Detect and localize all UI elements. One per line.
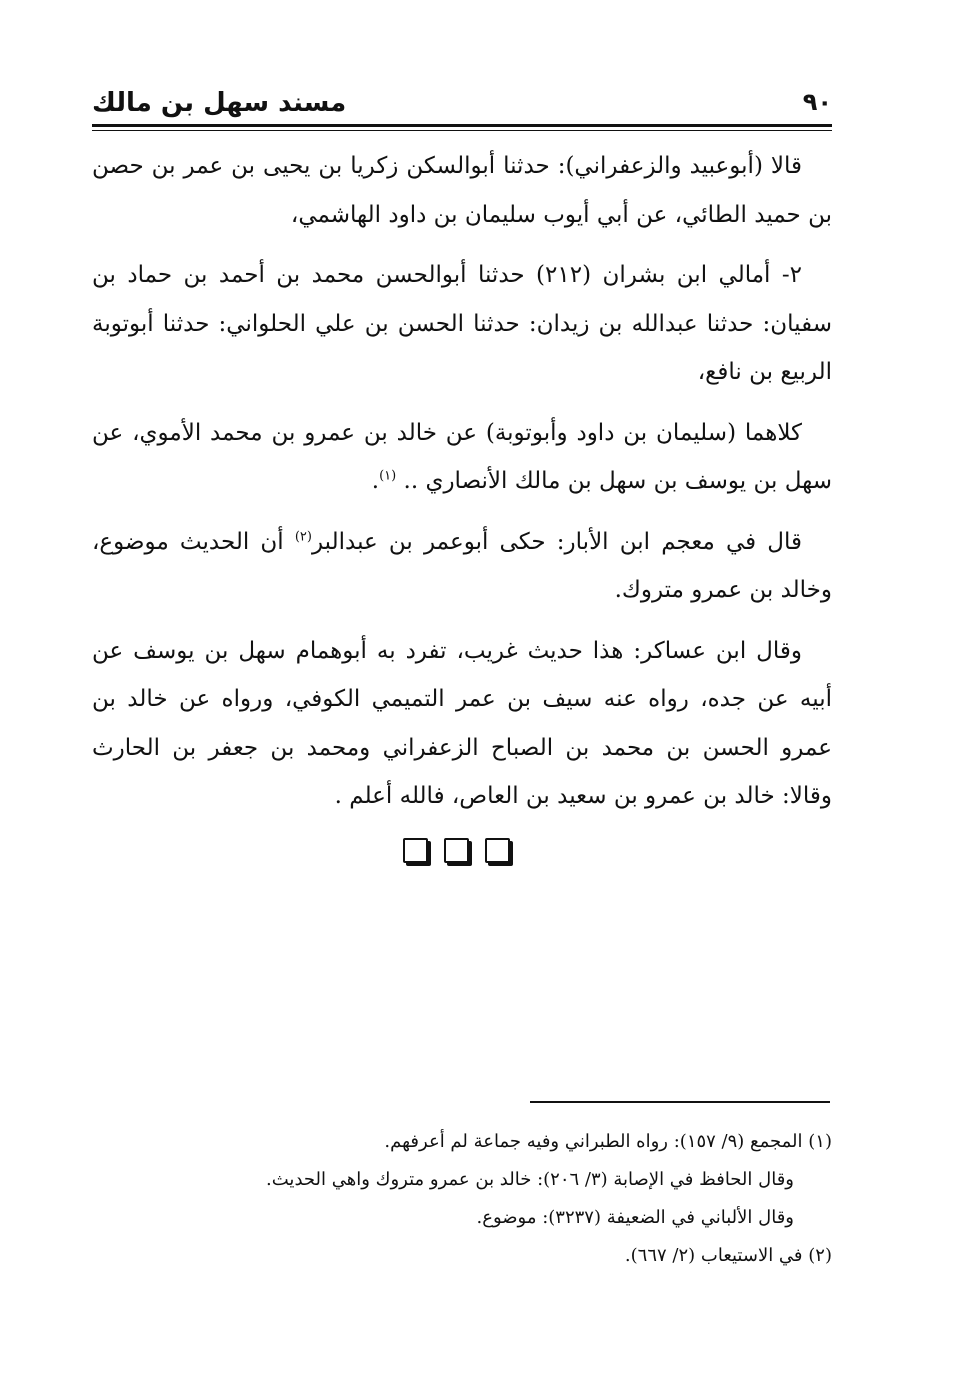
footnote-1-line-2: وقال الحافظ في الإصابة (٣/ ٢٠٦): خالد بن عمرو متروك واهي الحديث. — [266, 1169, 794, 1190]
paragraph-1: قالا (أبوعبيد والزعفراني): حدثنا أبوالسكن زكريا بن يحيى بن عمر بن حصن بن حميد الطائي، عن أبي أيوب سليمان بن داود الهاشمي، — [92, 153, 832, 228]
footnote-1: (١) المجمع (٩/ ١٥٧): رواه الطبراني وفيه جماعة لم أعرفهم. — [384, 1131, 832, 1152]
running-header — [92, 84, 832, 124]
footnote-1-line-3: وقال الألباني في الضعيفة (٣٢٣٧): موضوع. — [476, 1207, 794, 1228]
separator-box — [403, 838, 428, 863]
footnote-2: (٢) في الاستيعاب (٢/ ٦٦٧). — [624, 1245, 832, 1266]
paragraph-3-end: . — [371, 468, 380, 494]
footnotes — [92, 1123, 832, 1275]
paragraph-3 — [92, 409, 832, 506]
paragraph-3-text: كلاهما (سليمان بن داود وأبوتوبة) عن خالد بن عمرو بن محمد الأموي، عن سهل بن يوسف بن سهل بن مالك الأنصاري .. — [92, 419, 832, 494]
running-title: مسند سهل بن مالك — [92, 88, 347, 118]
paragraph-2: ٢- أمالي ابن بشران (٢١٢) حدثنا أبوالحسن محمد بن أحمد بن حماد بن سفيان: حدثنا عبدالله بن زيدان: حدثنا الحسن بن علي الحلواني: حدثنا أبوتوبة الربيع بن نافع، — [92, 262, 832, 385]
paragraph-4-end: أن الحديث موضوع، وخالد بن عمرو متروك. — [92, 528, 832, 603]
main-text — [92, 142, 832, 833]
section-separator — [386, 838, 526, 868]
paragraph-4 — [92, 518, 832, 615]
separator-box — [444, 838, 469, 863]
separator-box — [485, 838, 510, 863]
header-rule-thin — [92, 130, 832, 131]
page-number: ٩٠ — [802, 88, 832, 116]
footnote-ref-2: (٢) — [294, 528, 312, 544]
header-rule-thick — [92, 124, 832, 127]
footnote-ref-1: (١) — [379, 468, 397, 484]
paragraph-4-text: قال في معجم ابن الأبار: حكى أبوعمر بن عبدالبر — [311, 528, 802, 555]
paragraph-5: وقال ابن عساكر: هذا حديث غريب، تفرد به أبوهمام سهل بن يوسف عن أبيه عن جده، رواه عنه سيف بن عمر التميمي الكوفي، ورواه عن خالد بن عمرو الحسن بن محمد بن الصباح الزعفراني ومحمد بن جعفر بن الحارث وقالا: خالد بن عمرو بن سعيد بن العاص، فالله أعلم . — [92, 637, 832, 809]
footnote-rule — [530, 1101, 830, 1103]
